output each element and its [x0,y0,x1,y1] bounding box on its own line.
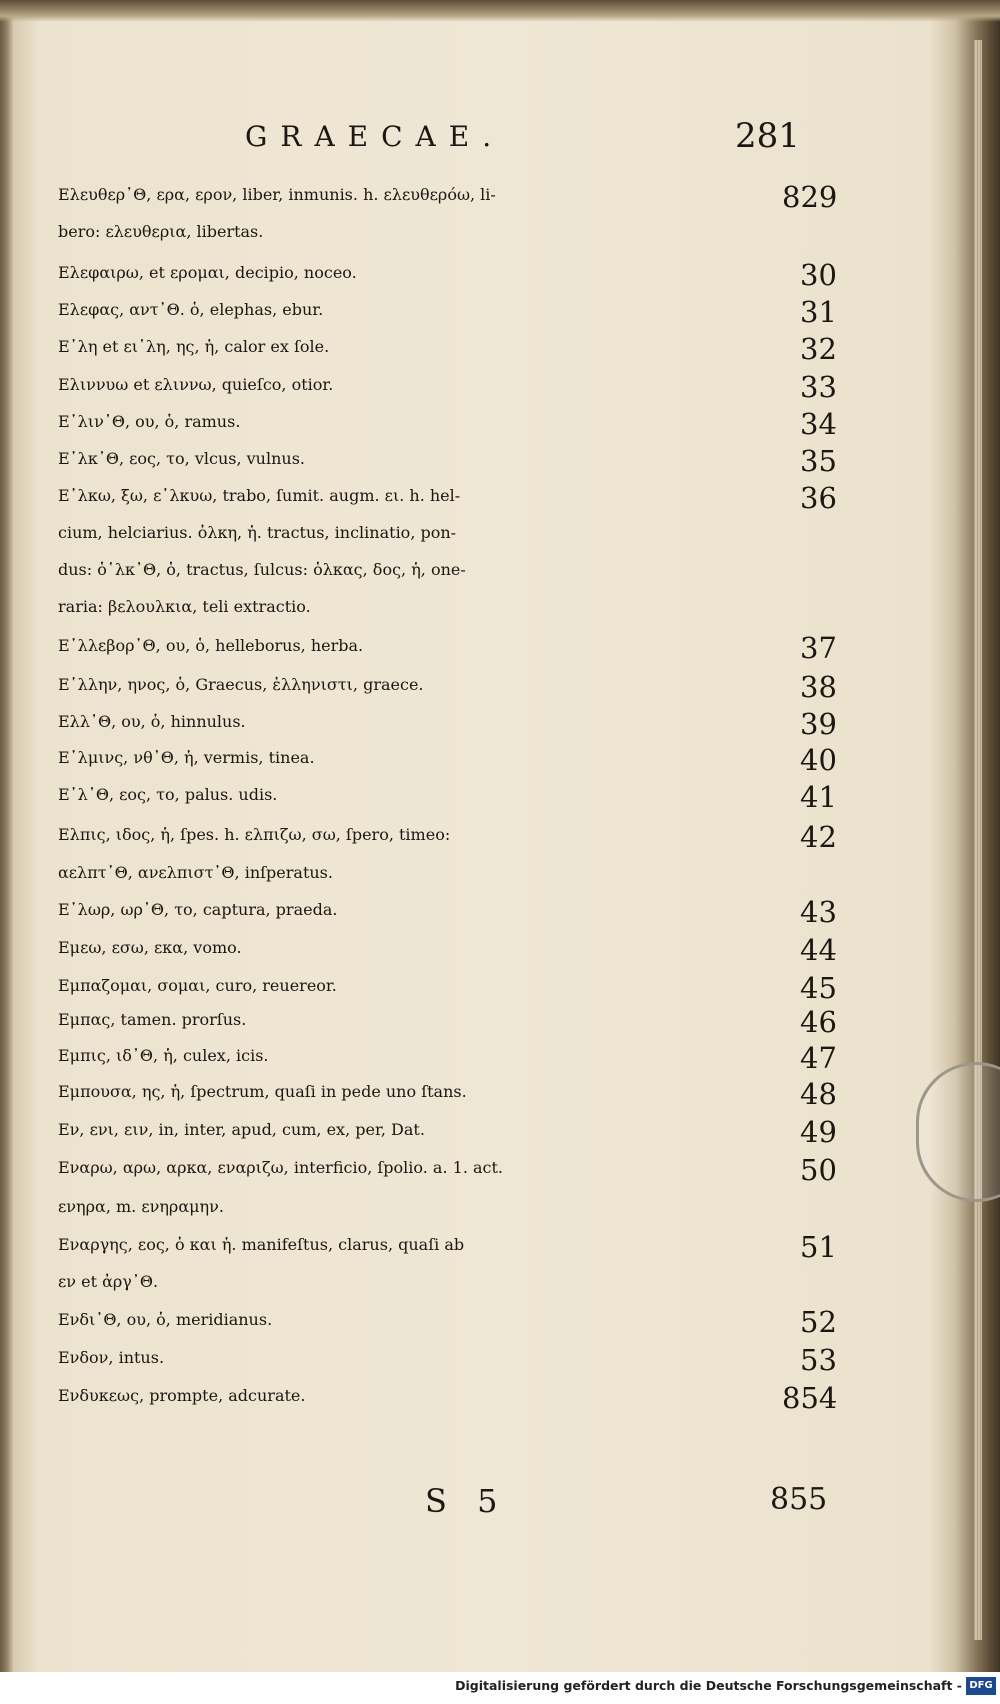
line-number: 30 [800,258,837,292]
entry-line: Ελεφαιρω, et ερομαι, decipio, noceo. [58,263,357,282]
running-head: GRAECAE. [245,120,505,153]
page-number: 281 [735,116,800,156]
entry-line: ενηρα, m. ενηραμην. [58,1197,224,1216]
entry-line: Ε῾λλεβορ᾿Θ, ου, ὁ, helleborus, herba. [58,636,364,655]
line-number: 39 [800,707,837,741]
line-number: 38 [800,670,837,704]
entry-line: Εναργης, εος, ὁ και ἡ. manifeſtus, clarus, quaſi ab [58,1235,465,1254]
entry-line: Εμεω, εσω, εκα, vomo. [58,938,242,957]
line-number: 45 [800,971,837,1005]
line-number: 51 [800,1230,837,1264]
line-number: 34 [800,407,837,441]
entry-line: raria: βελουλκια, teli extractio. [58,597,311,616]
footer-bar [0,1672,1000,1704]
entry-line: Ε῾λκ᾿Θ, εος, το, vlcus, vulnus. [58,449,305,468]
entry-line: Ελιννυω et ελιννω, quieſco, otior. [58,375,334,394]
line-number: 50 [800,1153,837,1187]
line-number: 44 [800,933,837,967]
line-number: 53 [800,1343,837,1377]
entry-line: Ελευθερ᾿Θ, ερα, ερον, liber, inmunis. h. ελευθερόω, li- [58,185,496,204]
line-number: 47 [800,1041,837,1075]
entry-line: Εμπις, ιδ᾿Θ, ἡ, culex, icis. [58,1046,269,1065]
line-number: 31 [800,295,837,329]
dfg-logo: DFG [966,1677,996,1695]
entry-line: Ενδι᾿Θ, ου, ὁ, meridianus. [58,1310,273,1329]
line-number: 46 [800,1005,837,1039]
entry-line: Ε῾λη et ει῾λη, ης, ἡ, calor ex ſole. [58,337,330,356]
signature-mark: S 5 [425,1482,508,1520]
entry-line: Εμπουσα, ης, ἡ, ſpectrum, quaſi in pede uno ſtans. [58,1082,467,1101]
line-number: 854 [782,1381,838,1415]
entry-line: Ε῾λκω, ξω, ε῾λκυω, trabo, ſumit. augm. ει. h. hel- [58,486,461,505]
entry-line: Ελεφας, αντ᾿Θ. ὁ, elephas, ebur. [58,300,324,319]
entry-line: Εμπαζομαι, σομαι, curo, reuereor. [58,976,337,995]
line-number: 33 [800,370,837,404]
entry-line: Ενδον, intus. [58,1348,165,1367]
entry-line: Εμπας, tamen. prorſus. [58,1010,247,1029]
line-number: 32 [800,332,837,366]
entry-line: Ελπις, ιδος, ἡ, ſpes. h. ελπιζω, σω, ſpero, timeo: [58,825,451,844]
funding-notice: Digitalisierung gefördert durch die Deutsche Forschungsgemeinschaft - [455,1678,962,1693]
line-number: 36 [800,481,837,515]
entry-line: Ενδυκεως, prompte, adcurate. [58,1386,306,1405]
entry-line: Ε῾λωρ, ωρ᾿Θ, το, captura, praeda. [58,900,338,919]
entry-line: Ε῾λ᾿Θ, εος, το, palus. udis. [58,785,278,804]
entry-line: αελπτ᾿Θ, ανελπιστ᾿Θ, inſperatus. [58,863,333,882]
entry-line: Εν, ενι, ειν, in, inter, apud, cum, ex, per, Dat. [58,1120,425,1139]
catchword: 855 [770,1482,828,1517]
entry-line: Ε῾λμινς, νθ᾿Θ, ἡ, vermis, tinea. [58,748,315,767]
entry-line: cium, helciarius. ὁλκη, ἡ. tractus, inclinatio, pon- [58,523,457,542]
entry-line: Εναρω, αρω, αρκα, εναριζω, interficio, ſpolio. a. 1. act. [58,1158,503,1177]
line-number: 52 [800,1305,837,1339]
line-number: 829 [782,180,838,214]
entry-line: bero: ελευθερια, libertas. [58,222,264,241]
entry-line: Ελλ᾿Θ, ου, ὁ, hinnulus. [58,712,246,731]
line-number: 41 [800,780,837,814]
line-number: 42 [800,820,837,854]
entry-line: dus: ὁ῾λκ᾿Θ, ὁ, tractus, ſulcus: ὁλκας, δος, ἡ, one- [58,560,466,579]
line-number: 48 [800,1077,837,1111]
entry-line: Ε῾λιν᾿Θ, ου, ὁ, ramus. [58,412,241,431]
entry-line: Ε῾λλην, ηνος, ὁ, Graecus, ἑλληνιστι, graece. [58,675,424,694]
line-number: 37 [800,631,837,665]
line-number: 35 [800,444,837,478]
line-number: 40 [800,743,837,777]
entry-line: εν et ἀργ᾿Θ. [58,1272,159,1291]
line-number: 43 [800,895,837,929]
line-number: 49 [800,1115,837,1149]
